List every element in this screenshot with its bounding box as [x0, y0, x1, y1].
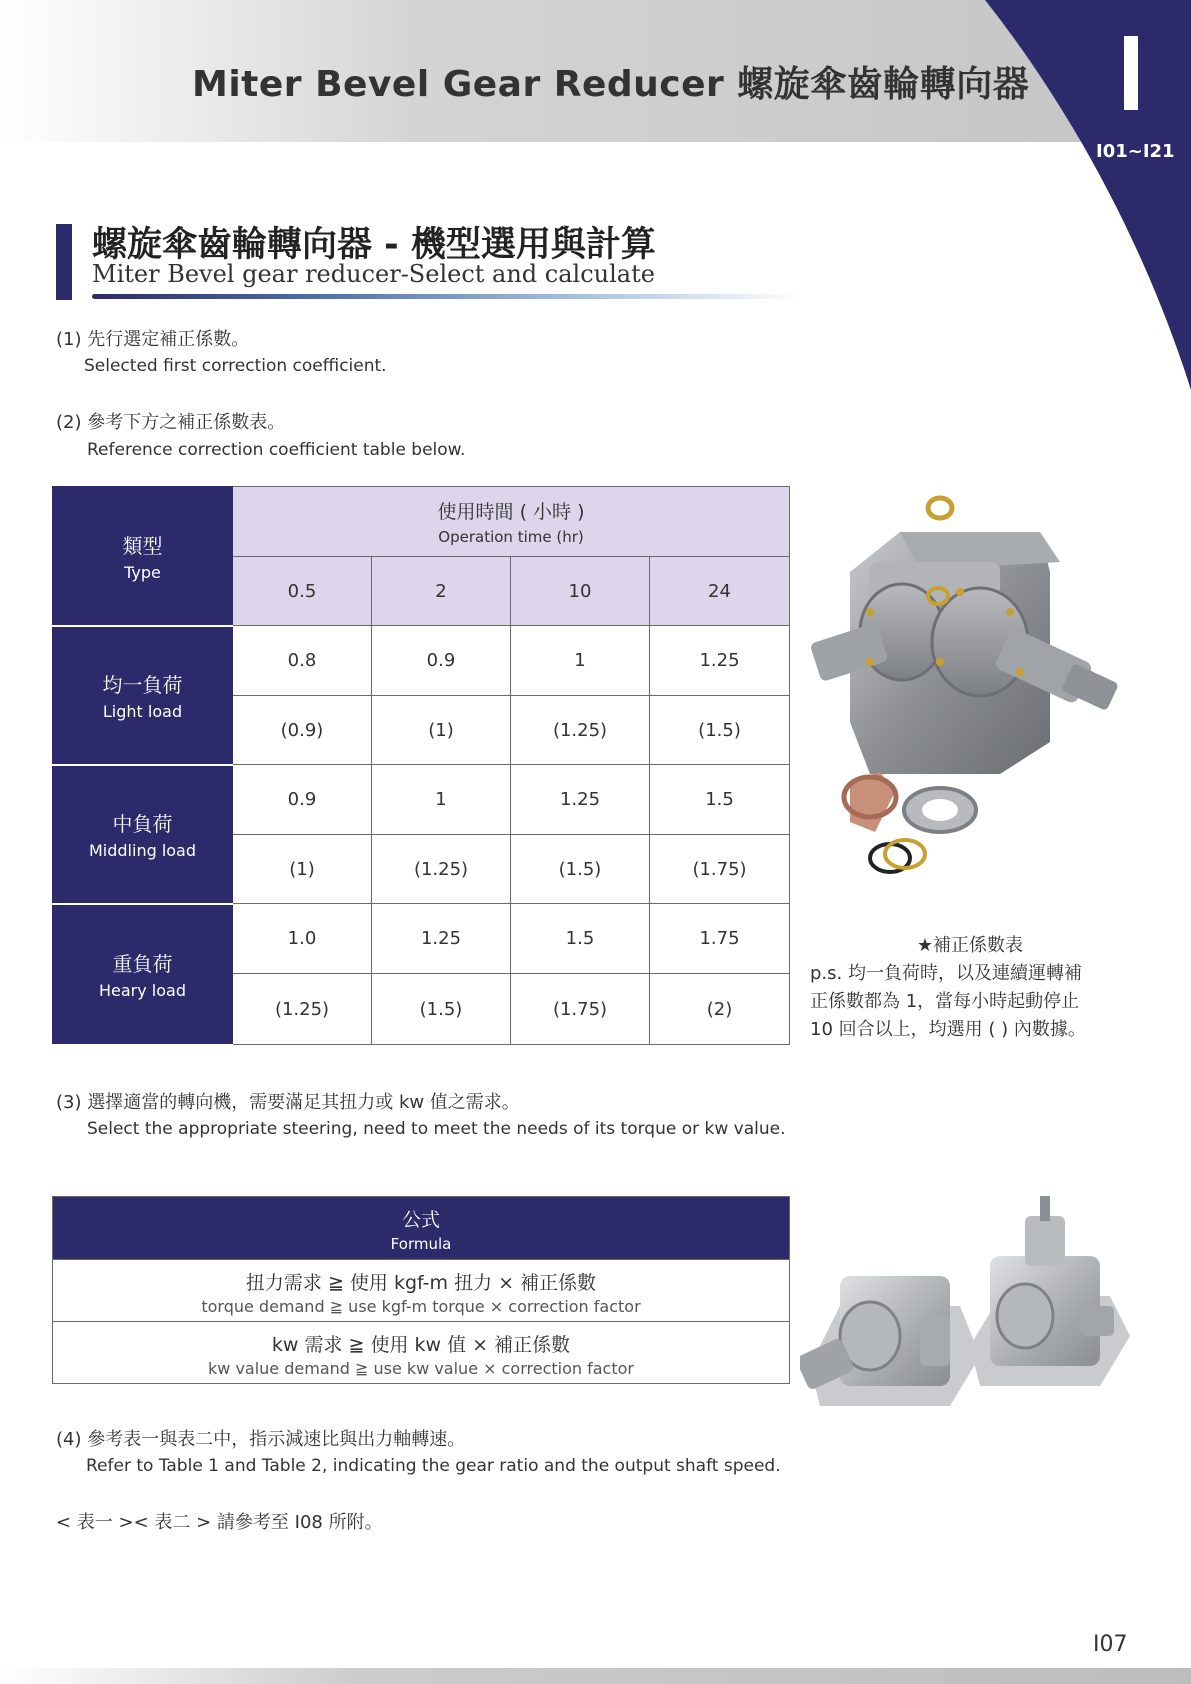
table-reference-note: < 表一 >< 表二 > 請參考至 I08 所附。 — [56, 1512, 383, 1533]
table-cell: (1.75) — [650, 835, 790, 904]
table-cell: 1 — [372, 765, 511, 835]
heavy-load-label — [53, 904, 233, 1045]
formula-torque-en: torque demand ≧ use kgf-m torque × correction factor — [201, 1297, 641, 1316]
step-1-zh: (1) 先行選定補正係數。 — [56, 329, 250, 350]
table-cell: (1.5) — [650, 696, 790, 765]
formula-row-torque — [53, 1259, 789, 1321]
table-cell: 0.9 — [233, 765, 372, 835]
note-title: ★補正係數表 — [916, 935, 1024, 956]
note-line: p.s. 均一負荷時，以及連續運轉補 — [810, 963, 1082, 984]
table-cell: 1.5 — [650, 765, 790, 835]
table-cell: 1.0 — [233, 904, 372, 974]
table-cell: 1.25 — [372, 904, 511, 974]
table-cell: 0.9 — [372, 626, 511, 696]
operation-time-zh: 使用時間 ( 小時 ) — [437, 501, 585, 523]
step-3-zh: (3) 選擇適當的轉向機，需要滿足其扭力或 kw 值之需求。 — [56, 1092, 520, 1113]
step-1-en: Selected first correction coefficient. — [84, 356, 387, 376]
gearbox-pair-image — [800, 1196, 1140, 1416]
formula-row-kw — [53, 1321, 789, 1383]
formula-kw-zh: kw 需求 ≧ 使用 kw 值 × 補正係數 — [271, 1334, 571, 1356]
formula-kw-en: kw value demand ≧ use kw value × correction factor — [208, 1359, 634, 1378]
table-cell: (1.5) — [372, 974, 511, 1045]
formula-torque-zh: 扭力需求 ≧ 使用 kgf-m 扭力 × 補正係數 — [245, 1272, 597, 1294]
note-line: 10 回合以上，均選用 ( ) 內數據。 — [810, 1019, 1086, 1040]
gear-parts — [844, 772, 976, 872]
step-2-zh: (2) 參考下方之補正係數表。 — [56, 412, 286, 433]
table-cell: 1.25 — [511, 765, 650, 835]
middling-load-label — [53, 765, 233, 904]
step-4-zh: (4) 參考表一與表二中，指示減速比與出力軸轉速。 — [56, 1429, 466, 1450]
operation-time-en: Operation time (hr) — [438, 528, 584, 546]
light-load-en: Light load — [102, 702, 183, 721]
formula-title-zh: 公式 — [401, 1209, 440, 1231]
formula-header — [53, 1197, 789, 1259]
type-header — [53, 487, 233, 626]
correction-coefficient-table — [52, 486, 790, 1046]
table-cell: 1 — [511, 626, 650, 696]
type-label-en: Type — [124, 562, 161, 582]
table-cell: 0.8 — [233, 626, 372, 696]
operation-time-header — [233, 487, 790, 557]
table-cell: 1.75 — [650, 904, 790, 974]
section-accent-bar — [56, 224, 72, 300]
type-label-zh: 類型 — [122, 533, 163, 558]
table-cell: 1.25 — [650, 626, 790, 696]
table-cell: 1.5 — [511, 904, 650, 974]
table-cell: (1.75) — [511, 974, 650, 1045]
heavy-load-en: Heary load — [98, 981, 186, 1000]
step-2-en: Reference correction coefficient table below. — [87, 440, 466, 460]
table-cell: (1.5) — [511, 835, 650, 904]
section-title-en: Miter Bevel gear reducer-Select and calculate — [92, 260, 655, 288]
step-3-en: Select the appropriate steering, need to meet the needs of its torque or kw value. — [87, 1119, 786, 1139]
hour-cell: 24 — [650, 557, 790, 626]
section-underline — [92, 294, 802, 299]
table-cell: (1.25) — [511, 696, 650, 765]
table-cell: (2) — [650, 974, 790, 1045]
formula-title-en: Formula — [390, 1235, 452, 1253]
middling-load-zh: 中負荷 — [112, 812, 173, 836]
table-cell: (1) — [233, 835, 372, 904]
middling-load-en: Middling load — [88, 841, 197, 860]
section-title-zh: 螺旋傘齒輪轉向器 - 機型選用與計算 — [92, 225, 656, 265]
heavy-load-zh: 重負荷 — [112, 952, 173, 976]
note-line: 正係數都為 1，當每小時起動停止 — [810, 991, 1080, 1012]
table-cell: (1.25) — [372, 835, 511, 904]
light-load-label — [53, 626, 233, 765]
bottom-band — [0, 1668, 1191, 1684]
light-load-zh: 均一負荷 — [102, 673, 183, 697]
chapter-range: I01~I21 — [1096, 141, 1175, 162]
table-cell: (1) — [372, 696, 511, 765]
step-4-en: Refer to Table 1 and Table 2, indicating the gear ratio and the output shaft speed. — [86, 1456, 781, 1476]
table-cell: (1.25) — [233, 974, 372, 1045]
correction-note — [810, 932, 1130, 1044]
hour-cell: 0.5 — [233, 557, 372, 626]
header-title: Miter Bevel Gear Reducer 螺旋傘齒輪轉向器 — [192, 64, 1030, 105]
page-number: I07 — [1093, 1632, 1128, 1657]
table-cell: (0.9) — [233, 696, 372, 765]
hour-cell: 10 — [511, 557, 650, 626]
hour-cell: 2 — [372, 557, 511, 626]
formula-box — [52, 1196, 790, 1384]
gearbox-product-image — [810, 492, 1140, 882]
